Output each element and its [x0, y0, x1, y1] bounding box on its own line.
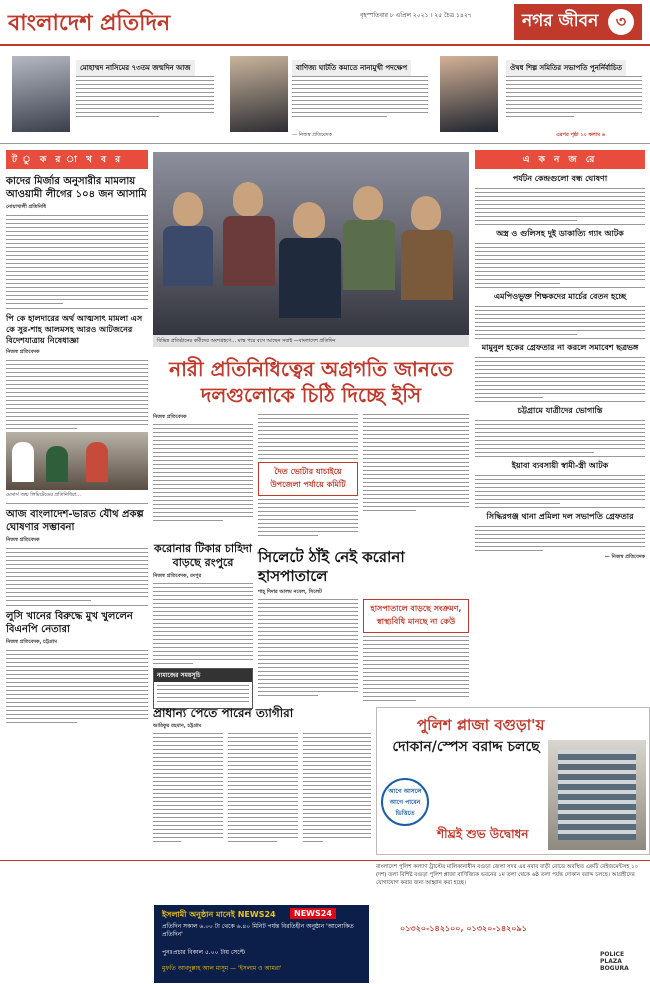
brief-headline: সিদ্ধিরগঞ্জ থানা প্রমিলা দল সভাপতি গ্রেফতার [486, 512, 634, 521]
section-header [514, 4, 642, 40]
main-news-photo [153, 152, 469, 347]
page-number: ৩ [608, 9, 634, 35]
top-story-headline: বাণিজ্য ঘাটতি কমাতে নানামুখী পদক্ষেপ [292, 60, 411, 76]
divider [6, 308, 148, 309]
brief-headline: অস্ত্র ও গুলিসহ দুই ডাকাত্যি গ্যাং আটক [496, 229, 624, 238]
portrait-photo [230, 56, 288, 132]
brief-headline: মামুনুল হকের গ্রেফতার না করলে সমাবেশ ছত্রভঙ্গ [481, 343, 639, 352]
story-body [6, 548, 148, 601]
third-story [153, 706, 371, 845]
story-body [363, 414, 469, 511]
ad-host: মুফতি আবদুল্লাহ আল মাসুম — 'ইসলাম ও আমরা' [162, 965, 282, 972]
ad-text: পুনঃপ্রচার বিকাল ৫.০০ টায় সেপ্টে [162, 949, 246, 956]
divider [6, 605, 148, 606]
right-column [475, 150, 645, 561]
brief-byline: — নিজস্ব প্রতিবেদক [604, 554, 645, 560]
pull-quote: হাসপাতালে বাড়ছে সংক্রমণ, স্বাস্থ্যবিধি মানছে না কেউ [363, 599, 469, 633]
lead-story-column [363, 414, 469, 514]
story-byline: নিজস্ব প্রতিবেদক, রংপুর [153, 573, 202, 579]
top-story [436, 52, 646, 144]
story-byline: নিজস্ব প্রতিবেদক, চট্টগ্রাম [6, 639, 57, 645]
story-headline: লুসি খানের বিরুদ্ধে মুখ খুললেন বিএনপি নেতারা [6, 611, 133, 635]
left-column [6, 150, 148, 726]
brief-headline: পর্যটন কেন্দ্রগুলো বন্ধ ঘোষণা [512, 174, 608, 183]
brief-headline: ইয়াবা ব্যবসায়ী স্বামী-স্ত্রী আটক [511, 461, 609, 470]
ad-subtitle: দোকান/স্পেস বরাদ্দ চলছে [392, 739, 540, 755]
story-body [363, 636, 469, 701]
story-body [258, 414, 358, 459]
divider [6, 503, 148, 504]
story-body [153, 424, 253, 521]
story-byline: নিজস্ব প্রতিবেদক [6, 537, 40, 543]
story-byline: আরিফুর রহমান, চট্টগ্রাম [153, 723, 202, 729]
story-headline: করোনার টিকার চাহিদা বাড়ছে রংপুরে [154, 542, 252, 569]
islamic-program-ad [154, 905, 369, 983]
story-byline: শাহ্‌ দিদার আলম নবেল, সিলেট [258, 589, 322, 595]
top-story-body [506, 76, 642, 120]
portrait-photo [12, 56, 70, 132]
lead-headline: নারী প্রতিনিধিত্বের অগ্রগতি জানতে দলগুলোকে চিঠি দিচ্ছে ইসি [169, 357, 453, 407]
top-story-headline: ঔষধ শিল্প সমিতির সভাপতি পুনর্নির্বাচিত [506, 60, 626, 76]
story-body [6, 360, 148, 429]
newspaper-logo: বাংলাদেশ প্রতিদিন [8, 10, 171, 36]
story-byline: নিজস্ব প্রতিবেদক [6, 349, 40, 355]
continued-reference: এরপর পৃষ্ঠা ১০ কলাম ৬ [556, 132, 605, 138]
namaz-box-title: নামাজের সময়সূচি [154, 669, 252, 682]
lead-story-column [153, 414, 253, 524]
lead-byline: নিজস্ব প্রতিবেদক [153, 414, 187, 420]
date-line: বৃহস্পতিবার ৮ এপ্রিল ২০২১ । ২৫ চৈত্র ১৪২৭ [360, 12, 472, 19]
story-byline: নোয়াখালী প্রতিনিধি [6, 204, 47, 210]
story-headline: প্রাধান্য পেতে পারেন ত্যাগীরা [153, 706, 294, 720]
brief-headline: এমপিওভুক্ত শিক্ষকদের মার্চের বেতন হচ্ছে [493, 292, 627, 301]
second-story [258, 548, 469, 704]
section-tag: ট ু ক র া খ ব র [6, 150, 148, 169]
photo-caption: বিভিন্ন প্রতিষ্ঠানের কর্মীদের অংশগ্রহণে... মাস্ক পরে বসে আছেন সবাই —বাংলাদেশ প্রতিদিন [153, 335, 469, 347]
ad-title: ইসলামী অনুষ্ঠান মানেই NEWS24 [162, 910, 276, 919]
story-headline: কাদের মির্জার অনুসারীর মামলায় আওয়ামী লীগের ১০৪ জন আসামি [6, 176, 147, 200]
portrait-photo [440, 56, 498, 132]
story-headline: সিলেটে ঠাঁই নেই করোনা হাসপাতালে [258, 548, 405, 585]
ad-phone: ০১৩২০-১৪২১০০, ০১৩২০-১৪২০৯১ [400, 924, 527, 933]
building-image [548, 740, 646, 850]
ad-badge: আগে আসলে আগে পাবেন ভিত্তিতে [381, 778, 429, 826]
news-photo [6, 432, 148, 490]
ad-logo: POLICE PLAZA BOGURA [600, 951, 629, 972]
pull-quote: দৈত ভোটার যাচাইয়ে উপজেলা পর্যায়ে কমিটি [258, 462, 358, 496]
story-body [6, 215, 148, 304]
section-title: নগর জীবন [522, 11, 599, 31]
side-story [153, 542, 253, 709]
story-body [6, 650, 148, 723]
ad-opening: শীঘ্রই শুভ উদ্বোধন [437, 827, 529, 841]
tv-channel-logo: NEWS24 [290, 908, 336, 919]
ad-footer-text: বাংলাদেশ পুলিশ কল্যাণ ট্রাস্টের মালিকানাধীন বগুড়া জেলা সদর এর নবাব বাড়ী রোডে অবস্থিত একটি বেইজমেন্টসহ ১০ (দশ) তলা বিশিষ্ট বগুড়া পুলিশ প্লাজা বাণিজ্যিক ভবনের ১ম তলা থেকে ৬ষ্ঠ তলা পর্যন্ত দোকান বরাদ্দ চলছে। আগ্রহীদের যোগাযোগ করার জন্য আহ্বান করা হচ্ছে। [376, 864, 639, 886]
top-story-credit: — নিজস্ব প্রতিবেদক [292, 132, 332, 138]
top-story [6, 52, 216, 144]
top-story-body [292, 76, 428, 120]
photo-caption: মেসার্স জন্ম লিমিটেডের প্রতিনিধিরা... [6, 492, 81, 498]
lead-story-column [258, 414, 358, 539]
story-body [258, 499, 358, 536]
top-story [222, 52, 432, 144]
story-body [258, 599, 358, 704]
ad-text: প্রতিদিন সকাল ৬.০০ টা থেকে ৬.৪০ মিনিট পর্যন্ত বিরতিহীন অনুষ্ঠান 'আলোকিত প্রতিদিন' [162, 923, 354, 938]
top-story-headline: মোহাম্মদ নাসিমের ৭৩তম জন্মদিন আজ [76, 60, 195, 76]
ad-title: পুলিশ প্লাজা বগুড়া'য় [417, 716, 545, 734]
section-tag: এ ক ন জ রে [475, 150, 645, 169]
story-headline: পি কে হালদারের অর্থ আত্মসাৎ মামলা এস কে সুর-শাহ আলমসহ আরও আটজনের বিদেশযাত্রায় নিষেধাজ্ঞা [6, 314, 143, 345]
namaz-schedule-box [153, 668, 253, 709]
top-story-body [76, 76, 214, 120]
story-body [153, 583, 253, 664]
brief-headline: চট্টগ্রামে যাত্রীদের ভোগান্তি [517, 406, 603, 415]
masthead [0, 0, 650, 46]
story-headline: আজ বাংলাদেশ-ভারত যৌথ প্রকল্প ঘোষণার সম্ভাবনা [6, 509, 144, 533]
top-stories-band [0, 52, 650, 144]
